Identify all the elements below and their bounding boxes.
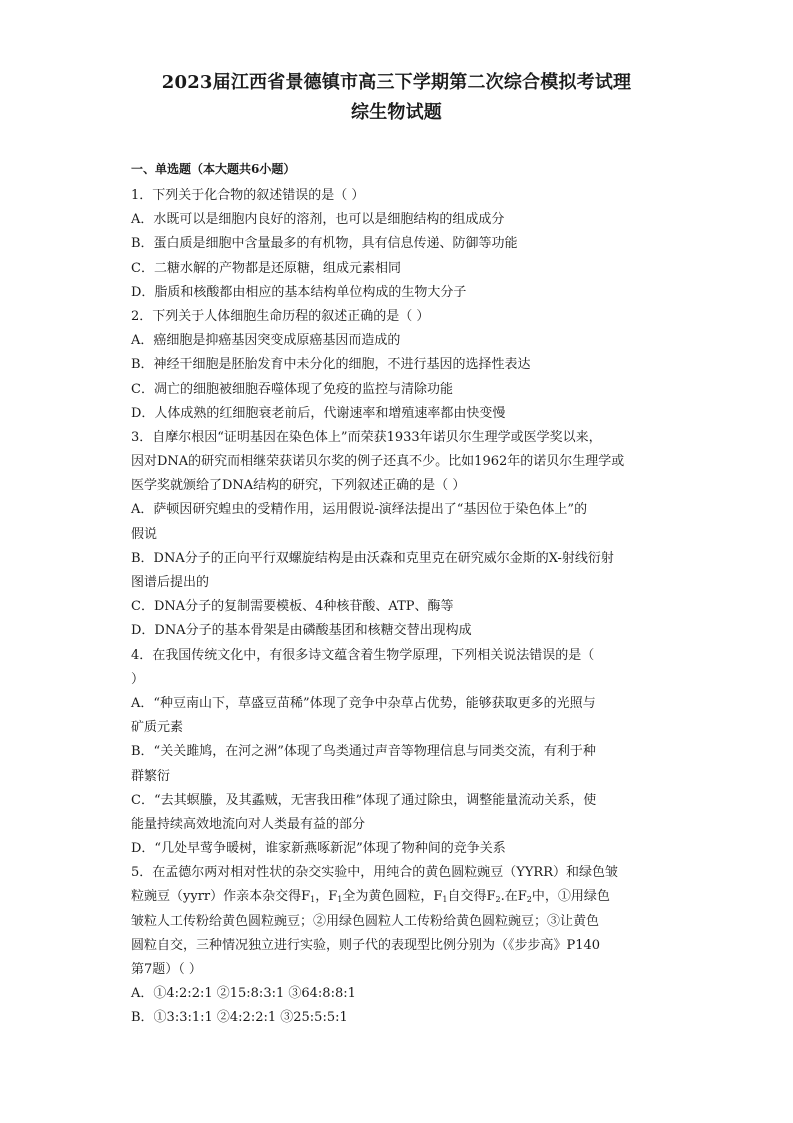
- question-line: ）: [131, 671, 145, 687]
- option-b: B．①3:3:1:1 ②4:2:2:1 ③25:5:5:1: [131, 1010, 348, 1026]
- question-1: [131, 184, 671, 305]
- text-fragment: ，F: [315, 889, 338, 905]
- option-a: A．①4:2:2:1 ②15:8:3:1 ③64:8:8:1: [131, 986, 356, 1002]
- question-line: C．凋亡的细胞被细胞吞噬体现了免疫的监控与清除功能: [131, 381, 453, 397]
- question-stem: 3．自摩尔根因“证明基因在染色体上”而荣获1933年诺贝尔生理学或医学奖以来，: [131, 429, 602, 445]
- question-line: B．DNA分子的正向平行双螺旋结构是由沃森和克里克在研究威尔金斯的X-射线衍射: [131, 550, 614, 566]
- question-line: 群繁衍: [131, 768, 171, 784]
- question-5: [131, 861, 671, 1030]
- question-line: 矿质元素: [131, 720, 184, 736]
- question-list: [131, 184, 671, 1031]
- question-line: D．人体成熟的红细胞衰老前后，代谢速率和增殖速率都由快变慢: [131, 405, 506, 421]
- text-fragment: 自交得F: [447, 889, 496, 905]
- question-line: C．二糖水解的产物都是还原糖，组成元素相同: [131, 260, 401, 276]
- title-line-2: 综生物试题: [351, 102, 442, 123]
- question-stem: 2．下列关于人体细胞生命历程的叙述正确的是（ ）: [131, 308, 430, 324]
- question-line: 因对DNA的研究而相继荣获诺贝尔奖的例子还真不少。比如1962年的诺贝尔生理学或: [131, 454, 625, 470]
- subscript: 2: [526, 895, 532, 905]
- section-heading: 一、单选题（本大题共6小题）: [131, 162, 296, 176]
- subscript: 1: [310, 895, 316, 905]
- text-fragment: .在F: [500, 889, 527, 905]
- question-line: 能量持续高效地流向对人类最有益的部分: [131, 816, 366, 832]
- question-line: [131, 885, 671, 909]
- questions-1-to-4: [131, 184, 671, 861]
- document-title: [120, 70, 673, 126]
- question-2: [131, 305, 671, 426]
- text-fragment: 全为黄色圆粒，F: [342, 889, 443, 905]
- question-line: 图谱后提出的: [131, 575, 210, 590]
- question-line: A．萨顿因研究蝗虫的受精作用，运用假说-演绎法提出了“基因位于染色体上”的: [131, 502, 588, 518]
- question-line: 医学奖就颁给了DNA结构的研究，下列叙述正确的是（ ）: [131, 478, 466, 494]
- question-line: C．DNA分子的复制需要模板、4种核苷酸、ATP、酶等: [131, 599, 454, 615]
- question-line: A．癌细胞是抑癌基因突变成原癌基因而造成的: [131, 333, 401, 349]
- subscript: 2: [495, 895, 501, 905]
- question-line: 假说: [131, 526, 158, 542]
- question-line: B．蛋白质是细胞中含量最多的有机物，具有信息传递、防御等功能: [131, 236, 518, 252]
- subscript: 1: [337, 895, 343, 905]
- question-4: [131, 644, 671, 862]
- question-line: D．DNA分子的基本骨架是由磷酸基团和核糖交替出现构成: [131, 623, 472, 639]
- question-3: [131, 426, 671, 644]
- title-line-1: 2023届江西省景德镇市高三下学期第二次综合模拟考试理: [161, 72, 632, 93]
- question-line: B．“关关雎鸠，在河之洲”体现了鸟类通过声音等物理信息与同类交流，有利于种: [131, 744, 596, 760]
- subscript: 1: [442, 895, 448, 905]
- question-line: 5．在孟德尔两对相对性状的杂交实验中，用纯合的黄色圆粒豌豆（YYRR）和绿色皱: [131, 865, 619, 881]
- question-stem: 1．下列关于化合物的叙述错误的是（ ）: [131, 188, 365, 203]
- question-line: 第7题）（ ）: [131, 962, 202, 977]
- question-line: D．脂质和核酸都由相应的基本结构单位构成的生物大分子: [131, 284, 467, 300]
- question-line: B．神经干细胞是胚胎发育中未分化的细胞，不进行基因的选择性表达: [131, 357, 531, 373]
- question-stem: 4．在我国传统文化中，有很多诗文蕴含着生物学原理，下列相关说法错误的是（: [131, 647, 595, 663]
- question-line: A．水既可以是细胞内良好的溶剂，也可以是细胞结构的组成成分: [131, 212, 505, 228]
- question-line: C．“去其螟螣，及其蟊贼，无害我田稚”体现了通过除虫，调整能量流动关系，使: [131, 792, 597, 808]
- question-line: 圆粒自交，三种情况独立进行实验，则子代的表现型比例分别为（《步步高》P140: [131, 937, 601, 953]
- question-line: D．“几处早莺争暖树，谁家新燕啄新泥”体现了物种间的竞争关系: [131, 841, 506, 857]
- question-line: 皱粒人工传粉给黄色圆粒豌豆；②用绿色圆粒人工传粉给黄色圆粒豌豆；③让黄色: [131, 913, 600, 929]
- text-fragment: 粒豌豆（yyrr）作亲本杂交得F: [131, 889, 311, 905]
- text-fragment: 中，①用绿色: [531, 889, 610, 905]
- question-line: A．“种豆南山下，草盛豆苗稀”体现了竞争中杂草占优势，能够获取更多的光照与: [131, 695, 596, 711]
